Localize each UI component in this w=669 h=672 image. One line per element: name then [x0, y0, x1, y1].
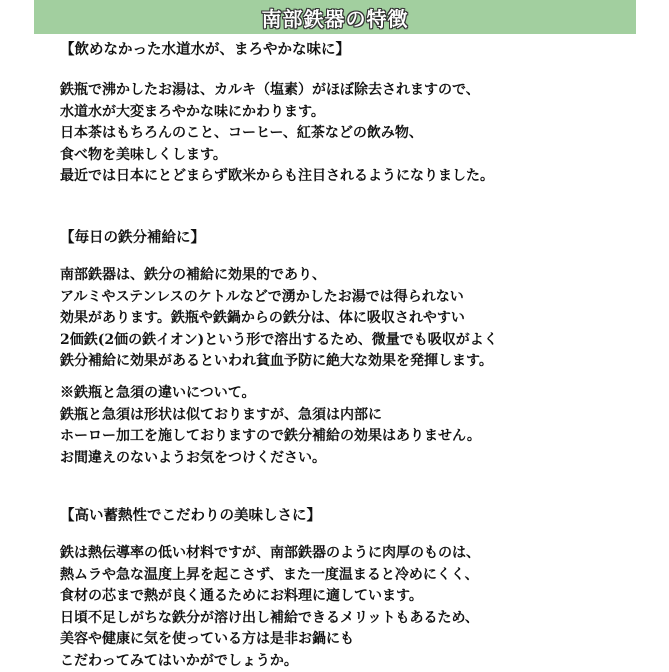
- body-line: 美容や健康に気を使っている方は是非お鍋にも: [60, 629, 660, 651]
- note-line: ホーロー加工を施しておりますので鉄分補給の効果はありません。: [60, 426, 660, 448]
- body-line: 最近では日本にとどまらず欧米からも注目されるようになりました。: [60, 166, 660, 188]
- section-heading-soft-water: [60, 40, 660, 60]
- note-line: ※鉄瓶と急須の違いについて。: [60, 383, 660, 405]
- section-heading-heat-retention: [60, 506, 660, 526]
- body-line: 2価鉄(2価の鉄イオン)という形で溶出するため、微量でも吸収がよく: [60, 330, 660, 352]
- section-note-kettle-vs-teapot: [60, 383, 660, 469]
- body-line: 日頃不足しがちな鉄分が溶け出し補給できるメリットもあるため、: [60, 608, 660, 630]
- body-line: 水道水が大変まろやかな味にかわります。: [60, 102, 660, 124]
- body-line: 効果があります。鉄瓶や鉄鍋からの鉄分は、体に吸収されやすい: [60, 308, 660, 330]
- page-title: 南部鉄器の特徴: [262, 3, 409, 32]
- body-line: 食べ物を美味しくします。: [60, 145, 660, 167]
- body-line: 鉄分補給に効果があるといわれ貧血予防に絶大な効果を発揮します。: [60, 351, 660, 373]
- section-heading-text: 【毎日の鉄分補給に】: [60, 228, 660, 248]
- body-line: 鉄は熱伝導率の低い材料ですが、南部鉄器のように肉厚のものは、: [60, 543, 660, 565]
- note-line: お間違えのないようお気をつけください。: [60, 448, 660, 470]
- section-body-heat-retention: [60, 543, 660, 672]
- section-heading-iron-supply: [60, 228, 660, 248]
- section-body-iron-supply: [60, 265, 660, 373]
- section-heading-text: 【飲めなかった水道水が、まろやかな味に】: [60, 40, 660, 60]
- body-line: 食材の芯まで熱が良く通るためにお料理に適しています。: [60, 586, 660, 608]
- section-body-soft-water: [60, 80, 660, 188]
- body-line: こだわってみてはいかがでしょうか。: [60, 651, 660, 672]
- note-line: 鉄瓶と急須は形状は似ておりますが、急須は内部に: [60, 405, 660, 427]
- body-line: 鉄瓶で沸かしたお湯は、カルキ（塩素）がほぼ除去されますので、: [60, 80, 660, 102]
- section-heading-text: 【高い蓄熱性でこだわりの美味しさに】: [60, 506, 660, 526]
- body-line: 熱ムラや急な温度上昇を起こさず、また一度温まると冷めにくく、: [60, 565, 660, 587]
- title-banner: [34, 0, 636, 34]
- body-line: 日本茶はもちろんのこと、コーヒー、紅茶などの飲み物、: [60, 123, 660, 145]
- body-line: アルミやステンレスのケトルなどで湧かしたお湯では得られない: [60, 287, 660, 309]
- body-line: 南部鉄器は、鉄分の補給に効果的であり、: [60, 265, 660, 287]
